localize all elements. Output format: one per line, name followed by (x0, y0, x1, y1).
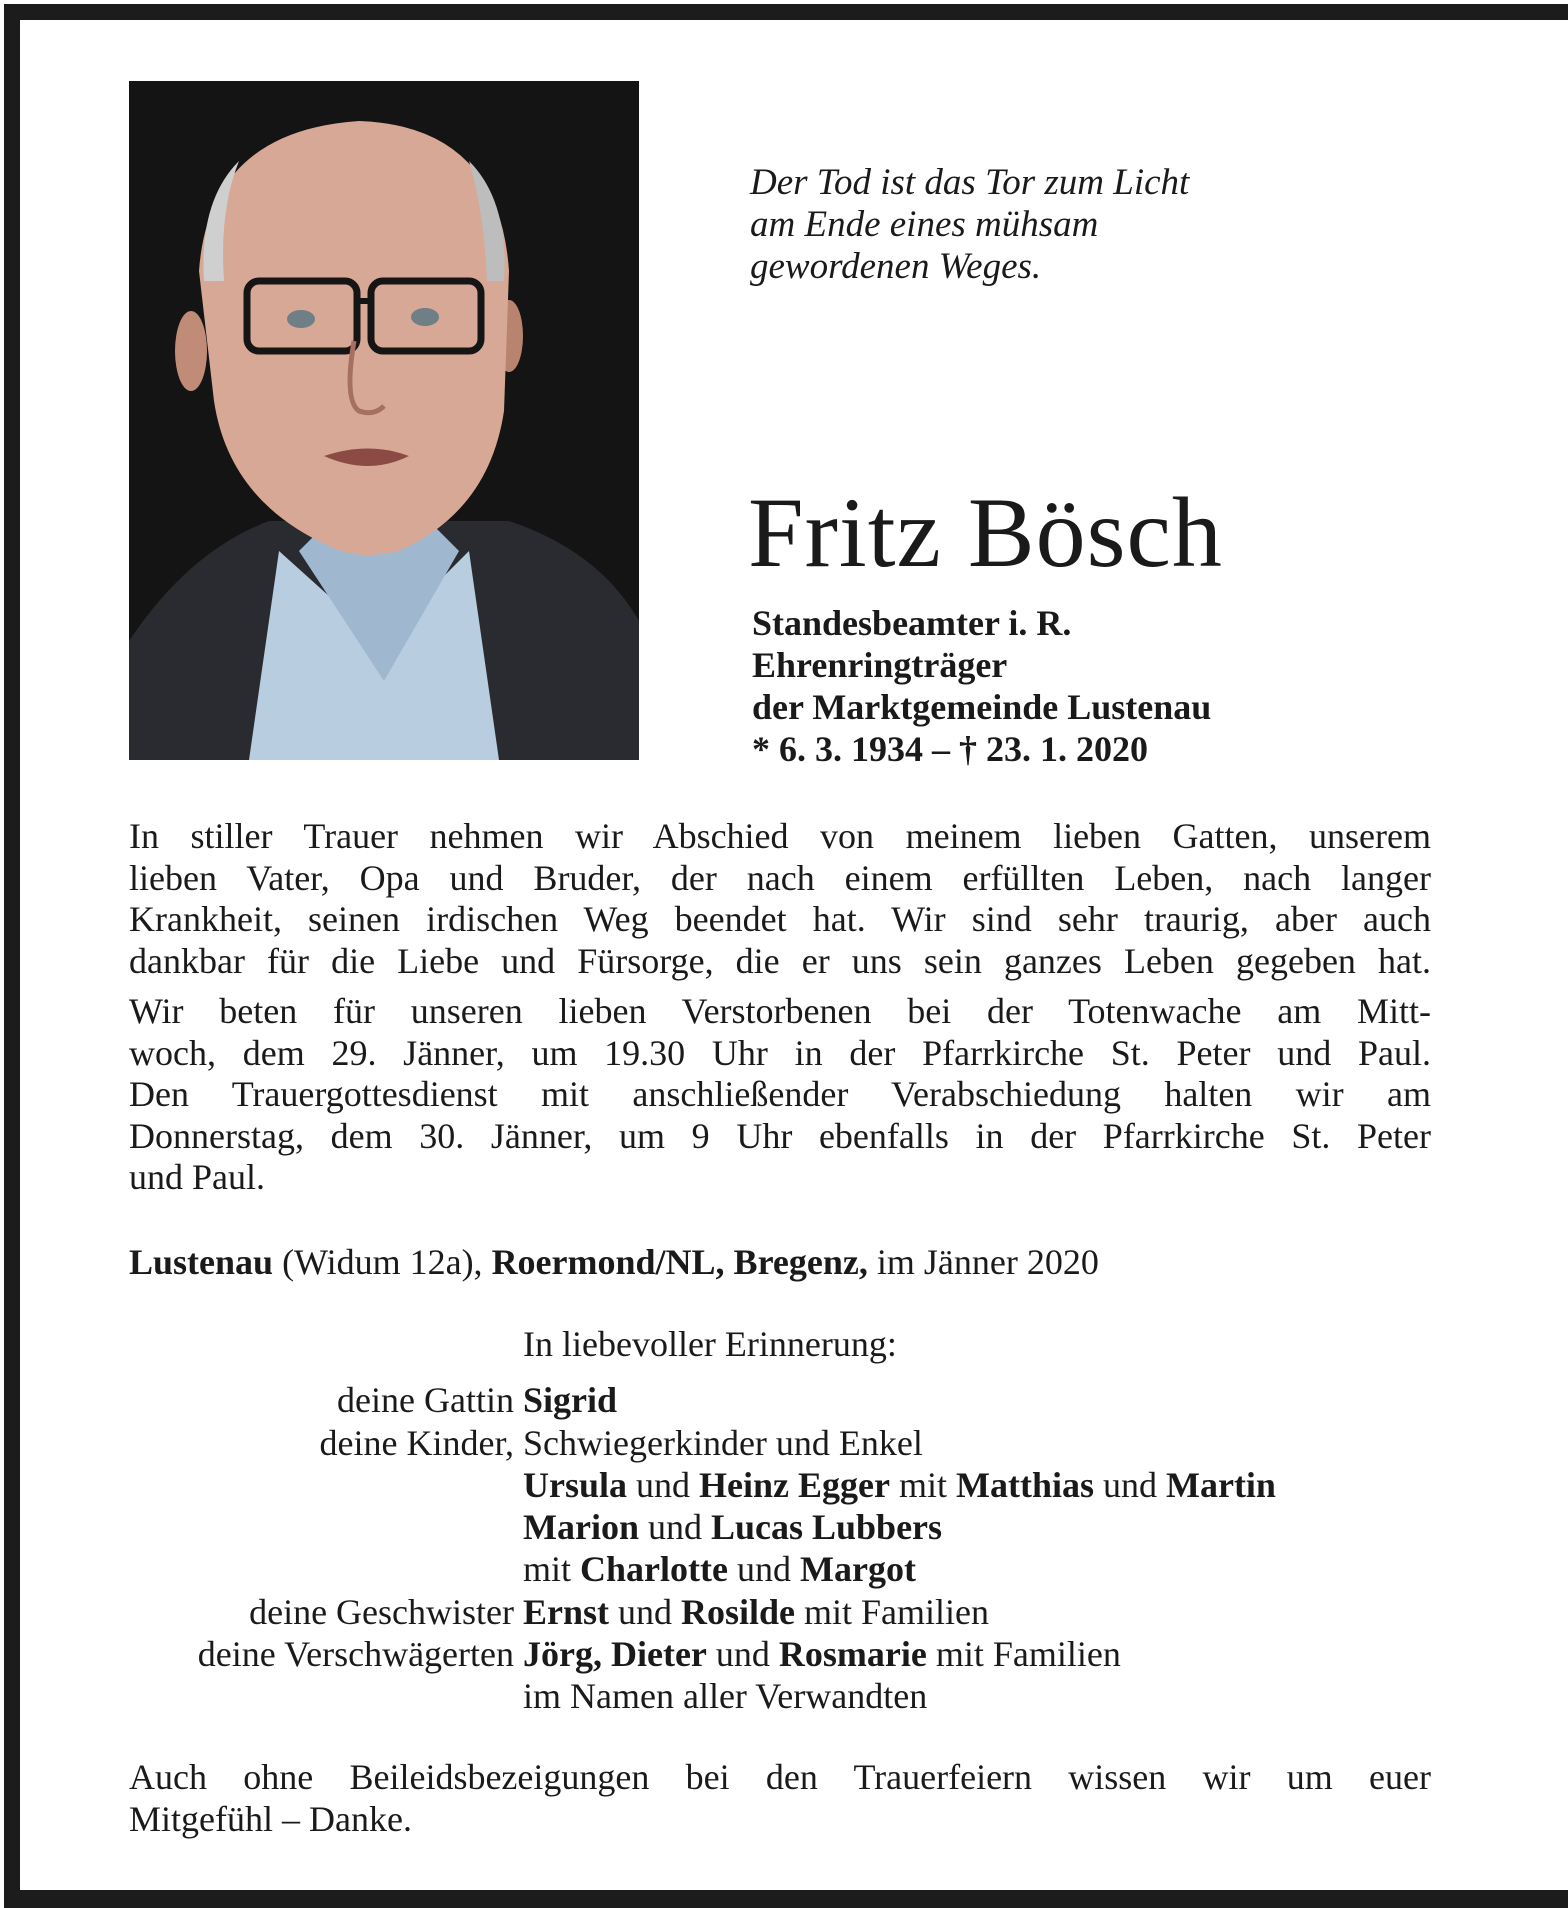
mourner-family: Marion und Lucas Lubbers (523, 1507, 943, 1548)
text-line: Krankheit, seinen irdischen Weg beendet hat. Wir sind sehr traurig, aber auch (129, 899, 1431, 939)
text-line: woch, dem 29. Jänner, um 19.30 Uhr in der Pfarrkirche St. Peter und Paul. (129, 1032, 1431, 1073)
text-line: Wir beten für unseren lieben Verstorbenen bei der Totenwache am Mitt- (129, 991, 1431, 1031)
place-bold: Roermond/NL, Bregenz, (491, 1242, 868, 1282)
quote (750, 162, 1189, 288)
relation-label: deine Kinder, (319, 1422, 514, 1463)
text-line: In stiller Trauer nehmen wir Abschied von meinem lieben Gatten, unserem (129, 816, 1431, 856)
paragraph-mourning (129, 816, 1431, 982)
text-line: dankbar für die Liebe und Fürsorge, die er uns sein ganzes Leben gegeben hat. (129, 940, 1431, 981)
mourner-family: Jörg, Dieter und Rosmarie mit Familien (523, 1634, 1121, 1675)
text-line: Auch ohne Beileidsbezeigungen bei den Trauerfeiern wissen wir um euer (129, 1757, 1431, 1797)
quote-line: gewordenen Weges. (750, 246, 1042, 287)
place-bold: Lustenau (129, 1242, 274, 1282)
mourner-text: im Namen aller Verwandten (523, 1676, 928, 1717)
memory-heading: In liebevoller Erinnerung: (523, 1324, 897, 1364)
mourner-family: Ursula und Heinz Egger mit Matthias und Martin (523, 1464, 1276, 1505)
title-line: Standesbeamter i. R. (752, 603, 1072, 643)
quote-line: Der Tod ist das Tor zum Licht (750, 162, 1190, 203)
relation-label: deine Gattin (337, 1380, 514, 1421)
mourner-family: Ernst und Rosilde mit Familien (523, 1591, 990, 1632)
text-line: Mitgefühl – Danke. (129, 1798, 412, 1839)
mourners-list (129, 1323, 1276, 1718)
subtitle (752, 602, 1211, 770)
mourner-family: mit Charlotte und Margot (523, 1549, 916, 1590)
closing-paragraph (129, 1757, 1431, 1840)
mourner-name: Sigrid (523, 1380, 618, 1421)
portrait-photo (129, 81, 639, 760)
deceased-name: Fritz Bösch (748, 477, 1223, 588)
text-line: Den Trauergottesdienst mit anschließender Verabschiedung halten wir am (129, 1074, 1431, 1114)
title-line: der Marktgemeinde Lustenau (752, 687, 1212, 727)
life-dates: * 6. 3. 1934 – † 23. 1. 2020 (752, 729, 1148, 769)
relation-label: deine Verschwägerten (197, 1634, 514, 1675)
text-line: und Paul. (129, 1157, 266, 1197)
paragraph-services (129, 991, 1431, 1199)
text-line: Donnerstag, dem 30. Jänner, um 9 Uhr ebenfalls in der Pfarrkirche St. Peter (129, 1115, 1431, 1156)
relation-label: deine Geschwister (249, 1591, 514, 1632)
title-line: Ehrenringträger (752, 645, 1008, 685)
place-date-line (129, 1241, 1099, 1283)
mourner-text: Schwiegerkinder und Enkel (523, 1422, 923, 1463)
place-text: (Widum 12a), (273, 1242, 492, 1282)
place-text: im Jänner 2020 (867, 1242, 1099, 1282)
quote-line: am Ende eines mühsam (750, 204, 1099, 245)
text-line: lieben Vater, Opa und Bruder, der nach einem erfüllten Leben, nach langer (129, 857, 1431, 898)
